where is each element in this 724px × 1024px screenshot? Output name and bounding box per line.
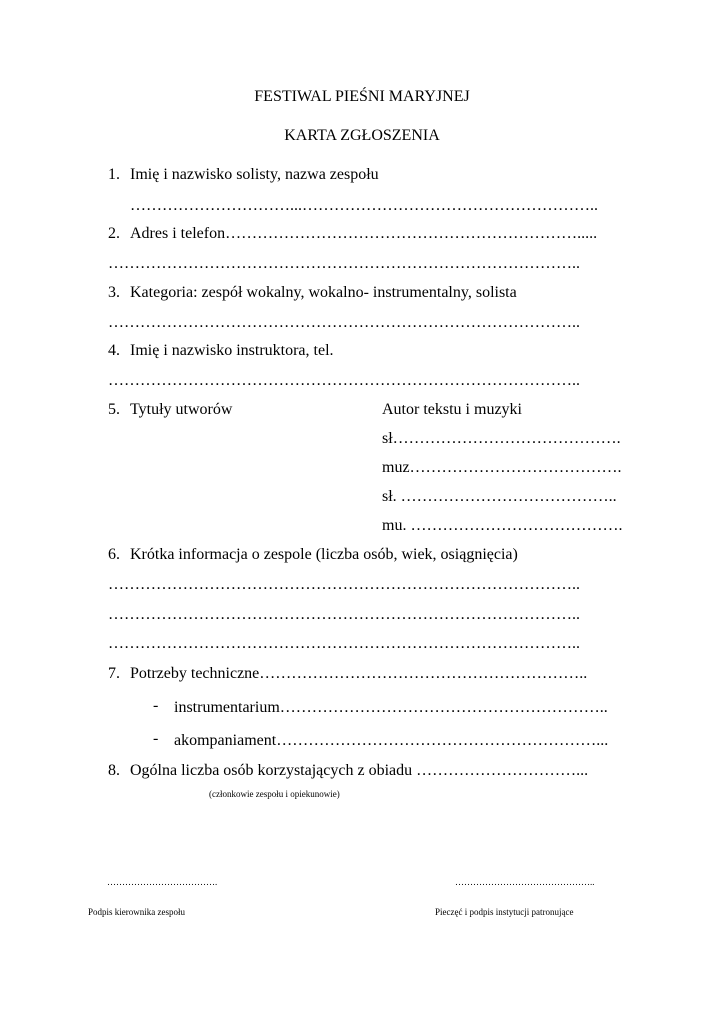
fill-in-line: ……………………………………………………………………………..: [108, 576, 580, 593]
item-label: Tytuły utworów: [130, 401, 233, 418]
fill-in-line: ……………………………………………………………………………..: [108, 372, 580, 389]
item-number: 6.: [108, 546, 120, 563]
item-number: 1.: [108, 166, 120, 183]
music-author-line: mu. ………………………………….: [382, 517, 623, 534]
item-label: Imię i nazwisko instruktora, tel.: [130, 342, 334, 359]
instruments-line: instrumentarium……………………………………………………..: [174, 699, 608, 716]
lyrics-author-line: sł…………………………………….: [382, 430, 621, 447]
item-number: 7.: [108, 665, 120, 682]
fill-in-line: ……………………………………………………………………………..: [108, 255, 580, 272]
left-signature-label: Podpis kierownika zespołu: [88, 907, 185, 917]
form-subtitle: KARTA ZGŁOSZENIA: [284, 127, 440, 144]
left-signature-line: ……………………………….: [107, 877, 218, 887]
item-label: Krótka informacja o zespole (liczba osób, wiek, osiągnięcia): [130, 546, 518, 563]
bullet-dash: -: [153, 697, 159, 714]
item-label: Kategoria: zespół wokalny, wokalno- instrumentalny, solista: [130, 284, 517, 301]
page-title: FESTIWAL PIEŚNI MARYJNEJ: [254, 88, 470, 105]
fill-in-line: ……………………………………………………………………………..: [108, 635, 580, 652]
lyrics-author-line: sł. …………………………………..: [382, 488, 617, 505]
item-label: Potrzeby techniczne……………………………………………………..: [130, 665, 588, 682]
item-number: 4.: [108, 342, 120, 359]
item-note: (członkowie zespołu i opiekunowie): [209, 789, 340, 799]
item-label: Imię i nazwisko solisty, nazwa zespołu: [130, 166, 379, 183]
author-column-header: Autor tekstu i muzyki: [382, 401, 522, 418]
item-label: Ogólna liczba osób korzystających z obiadu …………………………...: [130, 762, 589, 779]
fill-in-line: …………………………...………………………………………………..: [130, 197, 598, 214]
accompaniment-line: akompaniament……………………………………………………...: [174, 732, 609, 749]
item-number: 2.: [108, 225, 120, 242]
fill-in-line: ……………………………………………………………………………..: [108, 606, 580, 623]
bullet-dash: -: [153, 730, 159, 747]
right-signature-line: ………………………………………..: [455, 877, 595, 887]
fill-in-line: ……………………………………………………………………………..: [108, 314, 580, 331]
item-label: Adres i telefon………………………………………………………….....: [130, 225, 598, 242]
item-number: 5.: [108, 401, 120, 418]
right-signature-label: Pieczęć i podpis instytucji patronujące: [435, 907, 574, 917]
item-number: 3.: [108, 284, 120, 301]
music-author-line: muz………………………………….: [382, 459, 622, 476]
item-number: 8.: [108, 762, 120, 779]
